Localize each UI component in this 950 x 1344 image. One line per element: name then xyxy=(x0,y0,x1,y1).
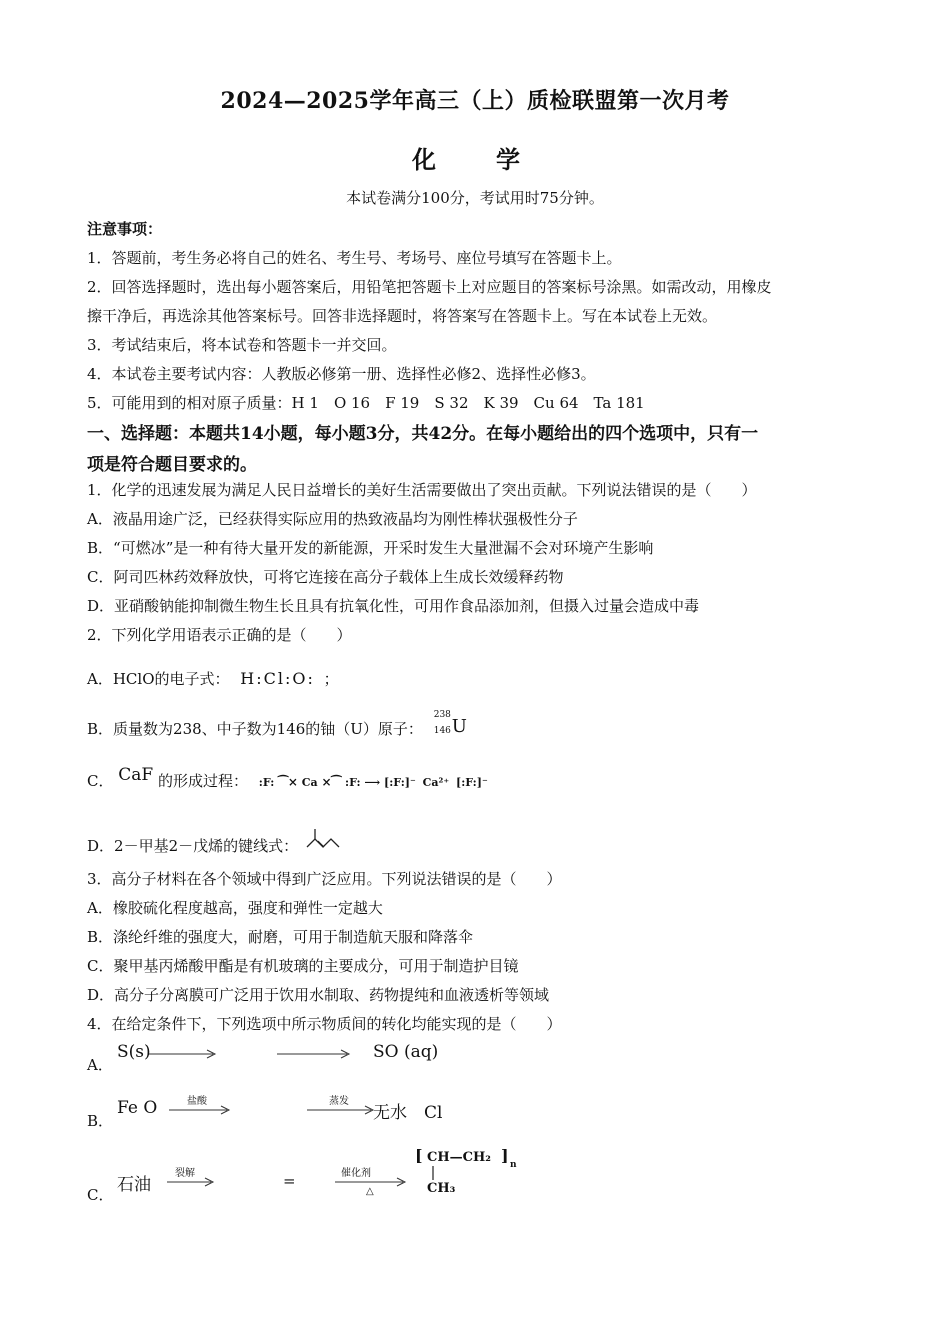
fluoride-ion-1: [:F:]⁻ xyxy=(384,776,416,789)
arrow-label-catalyst: 催化剂 xyxy=(341,1168,371,1179)
notice-item-4: 4．本试卷主要考试内容：人教版必修第一册、选择性必修2、选择性必修3。 xyxy=(87,365,596,383)
reaction-arrow-icon xyxy=(169,1105,233,1115)
q2-option-c-text: 的形成过程： xyxy=(158,772,249,790)
reaction-arrow-icon xyxy=(149,1049,219,1059)
double-bond-symbol: = xyxy=(283,1172,296,1190)
q2-option-b xyxy=(87,710,468,744)
polymer-degree: n xyxy=(510,1160,517,1170)
q3-option-c: C．聚甲基丙烯酸甲酯是有机玻璃的主要成分，可用于制造护目镜 xyxy=(87,957,519,975)
q1-stem: 1．化学的迅速发展为满足人民日益增长的美好生活需要做出了突出贡献。下列说法错误的是（ ） xyxy=(87,481,757,499)
polymer-bracket-right: ] xyxy=(501,1146,509,1165)
q2-option-c xyxy=(87,765,488,791)
q2-option-c-label: C． xyxy=(87,772,114,790)
q2-option-a-end: ； xyxy=(323,670,339,688)
uranium-isotope-symbol xyxy=(433,710,468,744)
fluoride-ion-2: [:F:]⁻ xyxy=(456,776,488,789)
notice-heading: 注意事项： xyxy=(87,220,163,238)
arrow-label-heat: △ xyxy=(366,1186,374,1197)
q2-option-a xyxy=(87,668,339,689)
reaction-arrow-icon: ⟶ xyxy=(364,776,381,789)
calcium-ion: Ca²⁺ xyxy=(422,776,450,789)
arrow-label-hcl: 盐酸 xyxy=(187,1096,207,1107)
q4-b-product: 无水 Cl xyxy=(373,1103,443,1123)
q1-option-d: D．亚硝酸钠能抑制微生物生长且具有抗氧化性，可用作食品添加剂，但摄入过量会造成中毒 xyxy=(87,597,700,615)
fluorine-atom-2: :F: xyxy=(345,776,361,789)
q4-option-a-label: A． xyxy=(87,1056,113,1074)
q4-option-c-label: C． xyxy=(87,1186,114,1204)
q2-option-a-label: A．HClO的电子式： xyxy=(87,670,230,688)
exam-title: 2024—2025学年高三（上）质检联盟第一次月考 xyxy=(220,88,730,114)
polymer-methyl: CH₃ xyxy=(427,1181,456,1196)
q3-option-d: D．高分子分离膜可广泛用于饮用水制取、药物提纯和血液透析等领域 xyxy=(87,986,550,1004)
q4-a-start: S(s) xyxy=(117,1042,151,1062)
neutron-number: 146 xyxy=(433,726,451,736)
subject-title: 化 学 xyxy=(412,145,538,174)
q3-option-a: A．橡胶硫化程度越高，强度和弹性一定越大 xyxy=(87,899,383,917)
calcium-atom: Ca xyxy=(301,776,318,789)
notice-item-2-cont: 擦干净后，再选涂其他答案标号。回答非选择题时，将答案写在答题卡上。写在本试卷上无效。 xyxy=(87,307,718,325)
q4-option-b xyxy=(87,1096,587,1132)
polymer-chain: CH—CH₂ xyxy=(427,1150,491,1165)
q1-option-b: B．“可燃冰”是一种有待大量开发的新能源，开采时发生大量泄漏不会对环境产生影响 xyxy=(87,539,654,557)
reaction-arrow-icon xyxy=(277,1049,353,1059)
q2-option-d-label: D．2－甲基2－戊烯的键线式： xyxy=(87,837,299,855)
q3-stem: 3．高分子材料在各个领域中得到广泛应用。下列说法错误的是（ ） xyxy=(87,870,562,888)
q4-b-start: Fe O xyxy=(117,1098,158,1118)
element-symbol: U xyxy=(451,716,467,737)
q4-option-a xyxy=(87,1042,587,1078)
notice-item-3: 3．考试结束后，将本试卷和答题卡一并交回。 xyxy=(87,336,397,354)
q1-option-a: A．液晶用途广泛，已经获得实际应用的热致液晶均为刚性棒状强极性分子 xyxy=(87,510,578,528)
polymer-bracket-left: [ xyxy=(415,1146,423,1165)
q1-option-c: C．阿司匹林药效释放快，可将它连接在高分子载体上生成长效缓释药物 xyxy=(87,568,564,586)
caf2-formation-diagram: :F: ⁀× Ca ×⁀ :F: ⟶ [:F:]⁻ Ca²⁺ [:F:]⁻ xyxy=(258,775,488,789)
q4-option-b-label: B． xyxy=(87,1112,114,1130)
polymer-branch-line xyxy=(431,1166,435,1180)
hclo-electron-formula: H:Cl:O: xyxy=(240,669,315,688)
q3-option-b: B．涤纶纤维的强度大，耐磨，可用于制造航天服和降落伞 xyxy=(87,928,474,946)
arrow-label-evaporate: 蒸发 xyxy=(329,1096,349,1107)
q4-a-product: SO (aq) xyxy=(373,1042,439,1062)
notice-item-5: 5．可能用到的相对原子质量：H 1 O 16 F 19 S 32 K 39 Cu 64 Ta 181 xyxy=(87,394,645,412)
exam-info: 本试卷满分100分，考试用时75分钟。 xyxy=(346,189,604,207)
q2-stem: 2．下列化学用语表示正确的是（ ） xyxy=(87,626,352,644)
mass-number: 238 xyxy=(433,710,451,720)
q4-stem: 4．在给定条件下，下列选项中所示物质间的转化均能实现的是（ ） xyxy=(87,1015,562,1033)
q4-option-c xyxy=(87,1146,607,1206)
caf2-formula: CaF xyxy=(118,765,154,785)
notice-item-2: 2．回答选择题时，选出每小题答案后，用铅笔把答题卡上对应题目的答案标号涂黑。如需改动，用橡皮 xyxy=(87,278,772,296)
q2-option-b-label: B．质量数为238、中子数为146的铀（U）原子： xyxy=(87,720,423,738)
notice-item-1: 1．答题前，考生务必将自己的姓名、考生号、考场号、座位号填写在答题卡上。 xyxy=(87,249,622,267)
q2-option-d xyxy=(87,827,347,856)
fluorine-atom-1: :F: xyxy=(258,776,275,789)
section-heading: 一、选择题：本题共14小题，每小题3分，共42分。在每小题给出的四个选项中，只有一 xyxy=(87,424,759,444)
arrow-label-crack: 裂解 xyxy=(175,1168,195,1179)
section-heading-cont: 项是符合题目要求的。 xyxy=(87,455,257,475)
reaction-arrow-icon xyxy=(307,1105,377,1115)
reaction-arrow-icon xyxy=(167,1177,217,1187)
skeletal-formula-image xyxy=(305,827,347,853)
q4-c-start: 石油 xyxy=(117,1175,151,1195)
